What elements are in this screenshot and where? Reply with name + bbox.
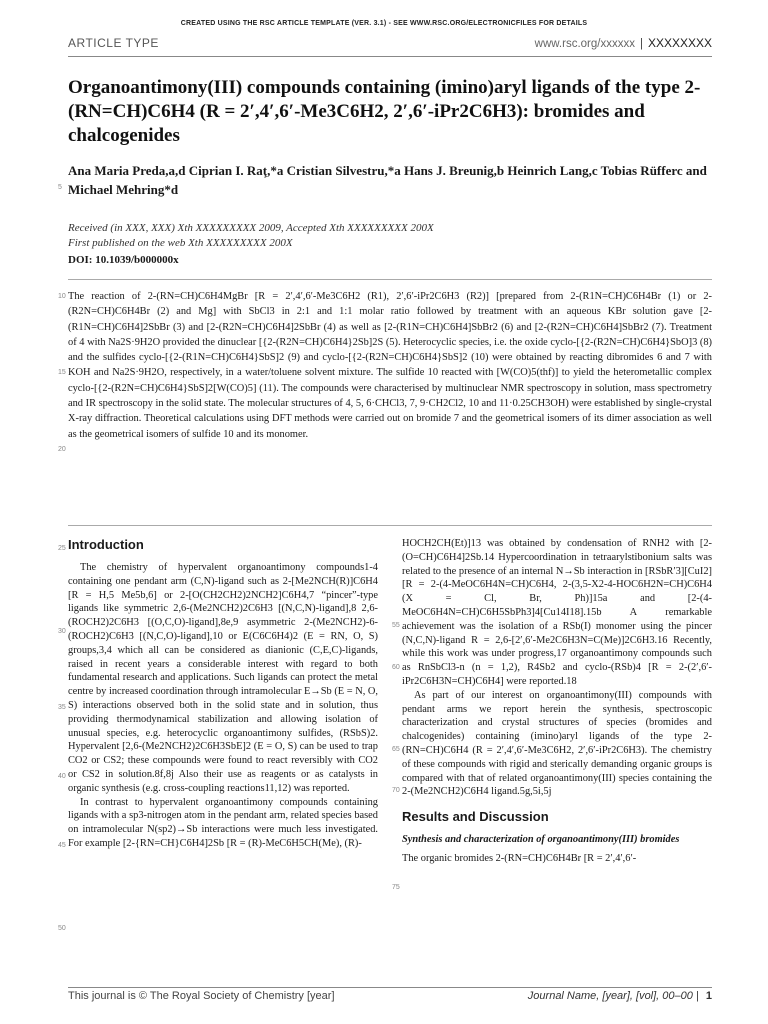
line-number: 25 xyxy=(58,545,66,552)
header-rule xyxy=(68,56,712,57)
line-number: 5 xyxy=(58,184,62,191)
introduction-heading: Introduction xyxy=(68,537,144,552)
page-number: 1 xyxy=(705,990,712,1002)
results-heading: Results and Discussion xyxy=(402,809,549,825)
abstract-top-rule xyxy=(68,279,712,280)
line-number: 70 xyxy=(392,787,400,794)
footer-rule xyxy=(68,987,712,988)
template-note: CREATED USING THE RSC ARTICLE TEMPLATE (VER. 3.1) - SEE WWW.RSC.ORG/ELECTRONICFILES FOR DETAILS xyxy=(180,20,588,27)
received-line: Received (in XXX, XXX) Xth XXXXXXXXX 2009, Accepted Xth XXXXXXXXX 200X xyxy=(68,222,434,234)
line-number: 45 xyxy=(58,842,66,849)
article-title: Organoantimony(III) compounds containing (imino)aryl ligands of the type 2-(RN=CH)C6H4 (R = 2′,4′,6′-Me3C6H2, 2′,6′-iPr2C6H3): bromides and chalcogenides xyxy=(68,77,701,146)
line-number: 65 xyxy=(392,746,400,753)
line-number: 35 xyxy=(58,704,66,711)
line-number: 60 xyxy=(392,664,400,671)
footer-right xyxy=(528,990,712,1002)
line-number: 40 xyxy=(58,773,66,780)
author-list: Ana Maria Preda,a,d Ciprian I. Raţ,*a Cristian Silvestru,*a Hans J. Breunig,b Heinrich Lang,c Tobias Rüfferc and Michael Mehring*d xyxy=(68,163,707,197)
footer-journal: Journal Name, [year], [vol], 00–00 xyxy=(527,990,693,1002)
first-published-line: First published on the web Xth XXXXXXXXX 200X xyxy=(68,237,293,249)
line-number: 20 xyxy=(58,446,66,453)
article-type: ARTICLE TYPE xyxy=(68,36,159,50)
header-separator: | xyxy=(639,38,643,50)
footer-separator: | xyxy=(695,990,699,1002)
intro-paragraph-3: HOCH2CH(Et)]13 was obtained by condensation of RNH2 with [2-(O=CH)C6H4]2Sb.14 Hypercoordination in tetraarylstibonium salts was related to the presence of an internal N→Sb interaction in [RSbR′3][CuI2] [R = 2-(4-MeOC6H4N=CH)C6H4, 2-(3,5-X2-4-HOC6H2N=CH)C6H4 (X = Cl, Br, Ph)]15a and [2-(4-MeOC6H4N=CH)C6H5SbPh3]4[Cu14I18].15b A remarkable achievement was the isolation of a RSb(I) monomer using the pincer (N,C,N)-ligand R = 2,6-[2′,6′-Me2C6H3N=C(Me)]2C6H3.16 Recently, while this work was under progress,17 organoantimony compounds such as RnSbCl3-n (n = 1,2), R4Sb2 and cyclo-(RSb)4 [R = 2-(2′,6′-iPr2C6H3N=CH)C6H4] were reported.18 xyxy=(402,538,712,687)
page-header xyxy=(68,36,712,54)
abstract-bottom-rule xyxy=(68,525,712,526)
right-column xyxy=(402,537,712,866)
line-number: 75 xyxy=(392,884,400,891)
journal-url-link[interactable]: www.rsc.org/xxxxxx xyxy=(534,38,635,50)
line-number: 50 xyxy=(58,925,66,932)
article-number: XXXXXXXX xyxy=(647,36,712,50)
doi-link[interactable]: DOI: 10.1039/b000000x xyxy=(68,254,179,266)
line-number: 15 xyxy=(58,369,66,376)
abstract: The reaction of 2-(RN=CH)C6H4MgBr [R = 2′,4′,6′-Me3C6H2 (R1), 2′,6′-iPr2C6H3 (R2)] [prepared from 2-(R1N=CH)C6H4Br (1) or 2-(R2N=CH)C6H4Br (2) and Mg] with SbCl3 in 2:1 and 1:1 molar ratio followed by treatment with an aqueous KBr solution gave [2-(R1N=CH)C6H4]2SbBr (3) and [2-(R2N=CH)C6H4]2SbBr (4) as well as [2-(R1N=CH)C6H4]SbBr2 (6) and [2-(R2N=CH)C6H4]SbBr2 (7). Treatment of 4 with Na2S·9H2O provided the dinuclear [{2-(R2N=CH)C6H4}2Sb]2S (5). Heterocyclic species, i.e. the oxide cyclo-[{2-(R2N=CH)C6H4}SbO]3 (8) and the sulfides cyclo-[{2-(R1N=CH)C6H4}SbS]2 (9) and cyclo-[{2-(R2N=CH)C6H4}SbS]2 (10) were obtained by reacting dibromides 6 and 7 with KOH and Na2S·9H2O, respectively, in a water/toluene solvent mixture. The sulfide 10 reacted with [W(CO)5(thf)] to yield the heterometallic complex cyclo-[{2-(R2N=CH)C6H4}SbS]2[W(CO)5] (11). The compounds were characterised by multinuclear NMR spectroscopy in solution, mass spectrometry and IR spectroscopy in the solid state. The molecular structures of 4, 5, 6·CHCl3, 7, 9·CH2Cl2, 10 and 11·0.25CH3OH) were established by single-crystal X-ray diffraction. Theoretical calculations using DFT methods were carried out on bromide 7 and the geometrical isomers of its dimer association as well as the geometrical isomers of sulfide 10 and its monomer. xyxy=(68,291,712,440)
intro-paragraph-2: In contrast to hypervalent organoantimony compounds containing ligands with a sp3-nitrogen atom in the pendant arm, related species based on intramolecular N(sp2)→Sb interactions were much less investigated. For example [2-{RN=CH}C6H4]2Sb [R = (R)-MeC6H5CH(Me), (R)- xyxy=(68,796,378,849)
intro-paragraph-4: As part of our interest on organoantimony(III) compounds with pendant arms we report herein the synthesis, spectroscopic characterization and crystal structures of species (bromides and chalcogenides) containing (imino)aryl ligands of the type 2-(RN=CH)C6H4 (R = 2′,4′,6′-Me3C6H2, 2′,6′-iPr2C6H3). The chemistry of these compounds with rigid and sterically demanding organic groups is compared with that of related organoantimony(III) species containing the 2-(Me2NCH2)C6H4 ligand.5g,5i,5j xyxy=(402,689,712,798)
line-number: 10 xyxy=(58,293,66,300)
received-dates xyxy=(68,221,718,251)
intro-paragraph-1: The chemistry of hypervalent organoantimony compounds1-4 containing one pendant arm (C,N)-ligand such as 2-[Me2NCH(R)]C6H4 [R = H,5 Me5b,6] or 2-[O(CH2CH2)2NCH2]C6H4,7 “pincer”-type ligands like symmetric 2,6-(Me2NCH2)2C6H3 [(N,C,N)-ligand],8 2,6-(ROCH2)2C6H3 [(O,C,O)-ligand],8e,9 asymmetric 2-(Me2NCH2)-6-(ROCH2)C6H3 [(N,C,O)-ligand],10 or E(C6C6H4)2 (E = RN, O, S) groups,3,4 which all can be considered as dianionic (C,E,C)-ligands, raised in recent years a considerable interest with regard to both fundamental research and applications. Such ligands can protect the metal centre by increased coordination through intramolecular E→Sb (E = N, O, S) interactions observed both in the solid state and in solution, thus providing thermodynamical stabilization and allowing isolation of unusual species, e.g. heterocyclic organoantimony sulfides, (RSbS)2. Hypervalent [2,6-(Me2NCH2)2C6H3SbE]2 (E = O, S) can be used to trap CO2 or CS2; these compounds were found to react reversibly with CO2 or CS2 in solution.8f,8j Also their use as reagents or as catalysts in organic synthesis (e.g. cross-coupling reactions11,12) was reported. xyxy=(68,562,378,794)
line-number: 30 xyxy=(58,628,66,635)
left-column xyxy=(68,537,378,851)
header-right xyxy=(535,36,712,50)
results-paragraph-1: The organic bromides 2-(RN=CH)C6H4Br [R = 2′,4′,6′- xyxy=(402,853,637,865)
line-number: 55 xyxy=(392,622,400,629)
results-subheading: Synthesis and characterization of organoantimony(III) bromides xyxy=(402,834,680,846)
footer-copyright: This journal is © The Royal Society of Chemistry [year] xyxy=(68,990,335,1002)
